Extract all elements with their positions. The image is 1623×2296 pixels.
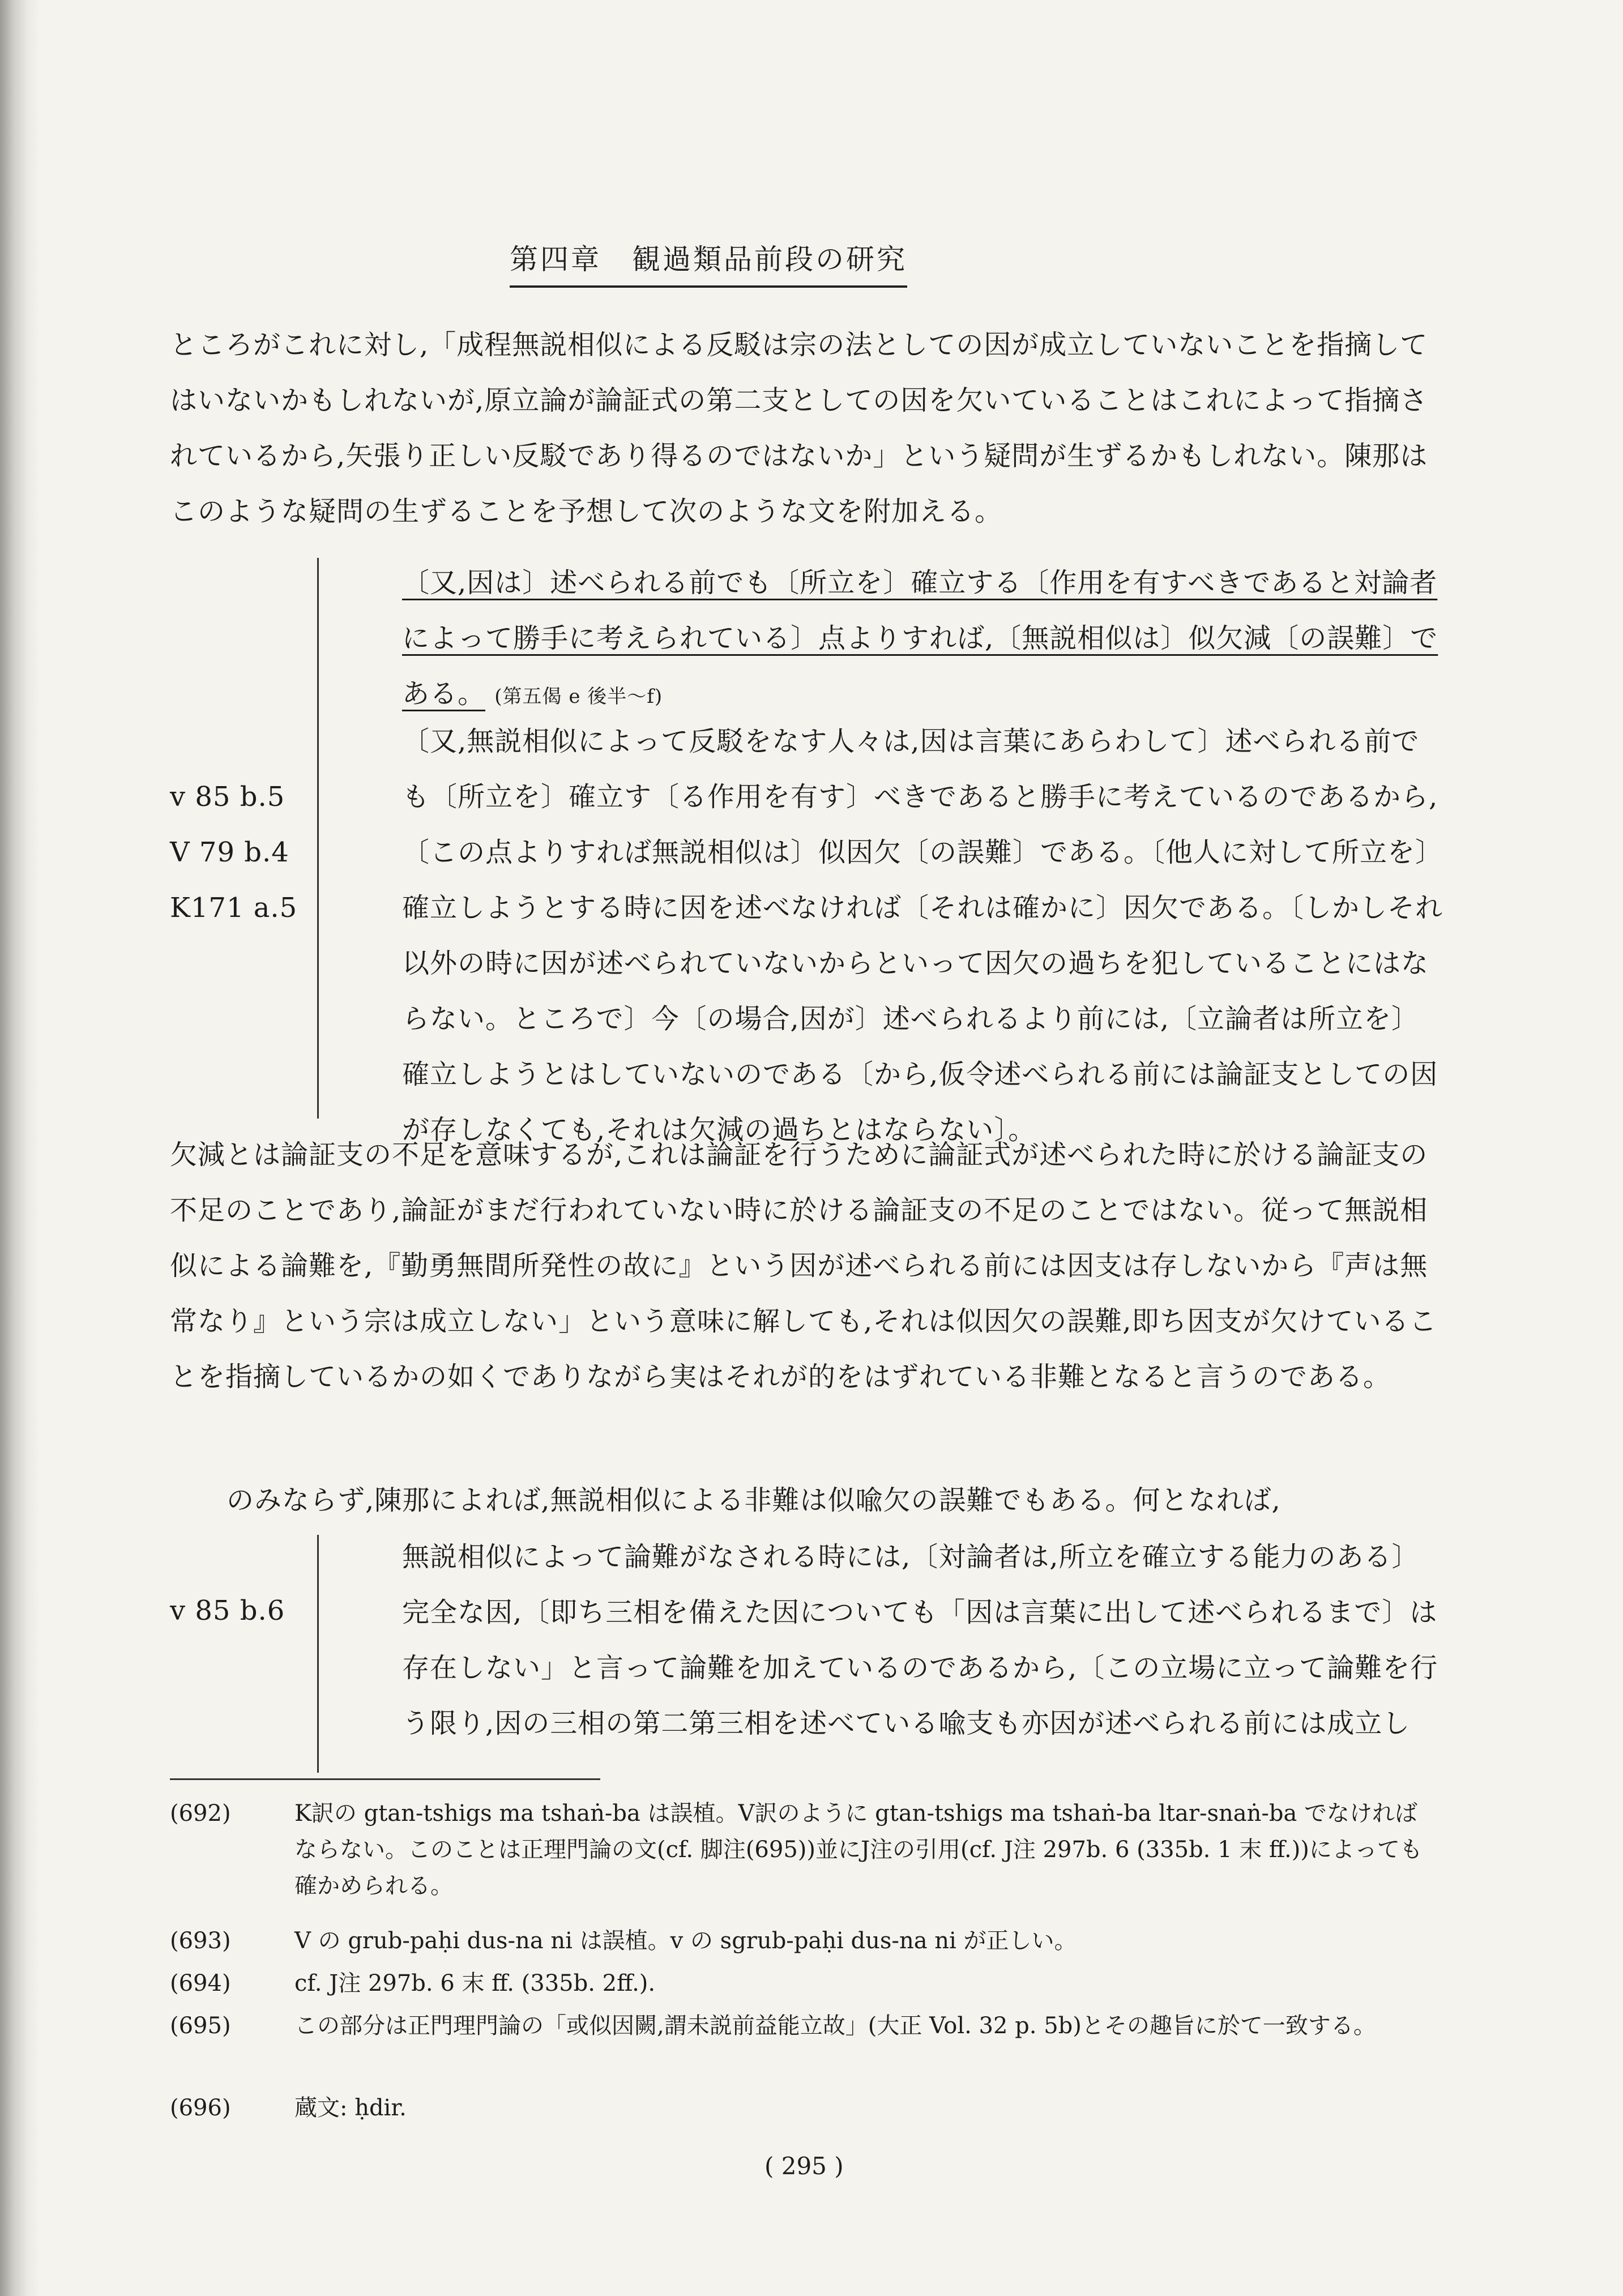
margin-ref: V 79 b.4 (170, 837, 289, 868)
page-number: ( 295 ) (764, 2152, 844, 2180)
footnote (170, 1795, 1438, 1909)
footnote-text: 蔵文: ḥdir. (294, 2095, 407, 2121)
footnote (170, 1923, 1438, 1962)
scan-edge (0, 0, 40, 2296)
verse-citation: (第五偈 e 後半〜f) (494, 685, 663, 708)
footnote-text: cf. J注 297b. 6 末 ff. (335b. 2ff.). (294, 1970, 656, 1996)
margin-references-1 (170, 769, 297, 936)
footnote-number: (695) (170, 2013, 231, 2039)
intro-paragraph: ところがこれに対し,「成程無説相似による反駁は宗の法としての因が成立していないことを指摘してはいないかもしれないが,原立論が論証式の第二支としての因を欠いていることはこれによって指摘されているから,矢張り正しい反駁であり得るのではないか」という疑問が生ずるかもしれない。陳那はこのような疑問の生ずることを予想して次のような文を附加える。 (170, 329, 1428, 527)
chapter-header: 第四章 観過類品前段の研究 (510, 237, 907, 288)
margin-ref: v 85 b.6 (170, 1595, 285, 1627)
footnote-number: (693) (170, 1928, 231, 1954)
verse-quotation (402, 555, 1444, 725)
footnote (170, 2008, 1438, 2087)
quote-bracket-line-2 (317, 1535, 319, 1773)
margin-ref: v 85 b.5 (170, 781, 285, 813)
analysis-paragraph: 欠減とは論証支の不足を意味するが,これは論証を行うために論証式が述べられた時に於ける論証支の不足のことであり,論証がまだ行われていない時に於ける論証支の不足のことではない。従って無説相似による論難を,『勤勇無間所発性の故に』という因が述べられる前には因支は存しないから『声は無常なり』という宗は成立しない」という意味に解しても,それは似因欠の誤難,即ち因支が欠けていることを指摘しているかの如くでありながら実はそれが的をはずれている非難となると言うのである。 (170, 1139, 1437, 1393)
footnote-text: V の grub-paḥi dus-na ni は誤植。v の sgrub-paḥi dus-na ni が正しい。 (294, 1928, 1077, 1954)
commentary-2: 無説相似によって論難がなされる時には,〔対論者は,所立を確立する能力のある〕完全な因,〔即ち三相を備えた因についても「因は言葉に出して述べられるまで〕は存在しない」と言って論難を加えているのであるから,〔この立場に立って論難を行う限り,因の三相の第二第三相を述べている喩支も亦因が述べられる前には成立し (402, 1541, 1438, 1739)
footnote-text: K訳の gtan-tshigs ma tshaṅ-ba は誤植。V訳のように gtan-tshigs ma tshaṅ-ba ltar-snaṅ-ba でなければならない。このことは正理門論の文(cf. 脚注(695))並にJ注の引用(cf. J注 297b. 6 (335b. 1 末 ff.))によっても確かめられる。 (294, 1800, 1423, 1899)
footnote (170, 1965, 1438, 2005)
quote-bracket-line (317, 558, 319, 1119)
transition-paragraph: のみならず,陳那によれば,無説相似による非難は似喩欠の誤難でもある。何となれば, (227, 1484, 1281, 1516)
margin-references-2 (170, 1583, 285, 1638)
footnote-number: (696) (170, 2095, 231, 2121)
footnote-text: この部分は正門理門論の「或似因闕,謂未説前益能立故」(大正 Vol. 32 p. 5b)とその趣旨に於て一致する。 (294, 2013, 1376, 2039)
footnote-number: (692) (170, 1800, 231, 1826)
verse-text: 〔又,因は〕述べられる前でも〔所立を〕確立する〔作用を有すべきであると対論者によって勝手に考えられている〕点よりすれば,〔無説相似は〕似欠減〔の誤難〕である。 (402, 567, 1438, 710)
footnote-rule (170, 1778, 600, 1780)
footnote (170, 2090, 1438, 2129)
footnote-number: (694) (170, 1970, 231, 1996)
commentary-1: 〔又,無説相似によって反駁をなす人々は,因は言葉にあらわして〕述べられる前でも〔所立を〕確立す〔る作用を有す〕べきであると勝手に考えているのであるから,〔この点よりすれば無説相似は〕似因欠〔の誤難〕である。〔他人に対して所立を〕確立しようとする時に因を述べなければ〔それは確かに〕因欠である。〔しかしそれ以外の時に因が述べられていないからといって因欠の過ちを犯していることにはならない。ところで〕今〔の場合,因が〕述べられるより前には,〔立論者は所立を〕確立しようとはしていないのである〔から,仮令述べられる前には論証支としての因が存しなくても,それは欠減の過ちとはならない〕。 (402, 725, 1443, 1146)
margin-ref: K171 a.5 (170, 892, 298, 924)
